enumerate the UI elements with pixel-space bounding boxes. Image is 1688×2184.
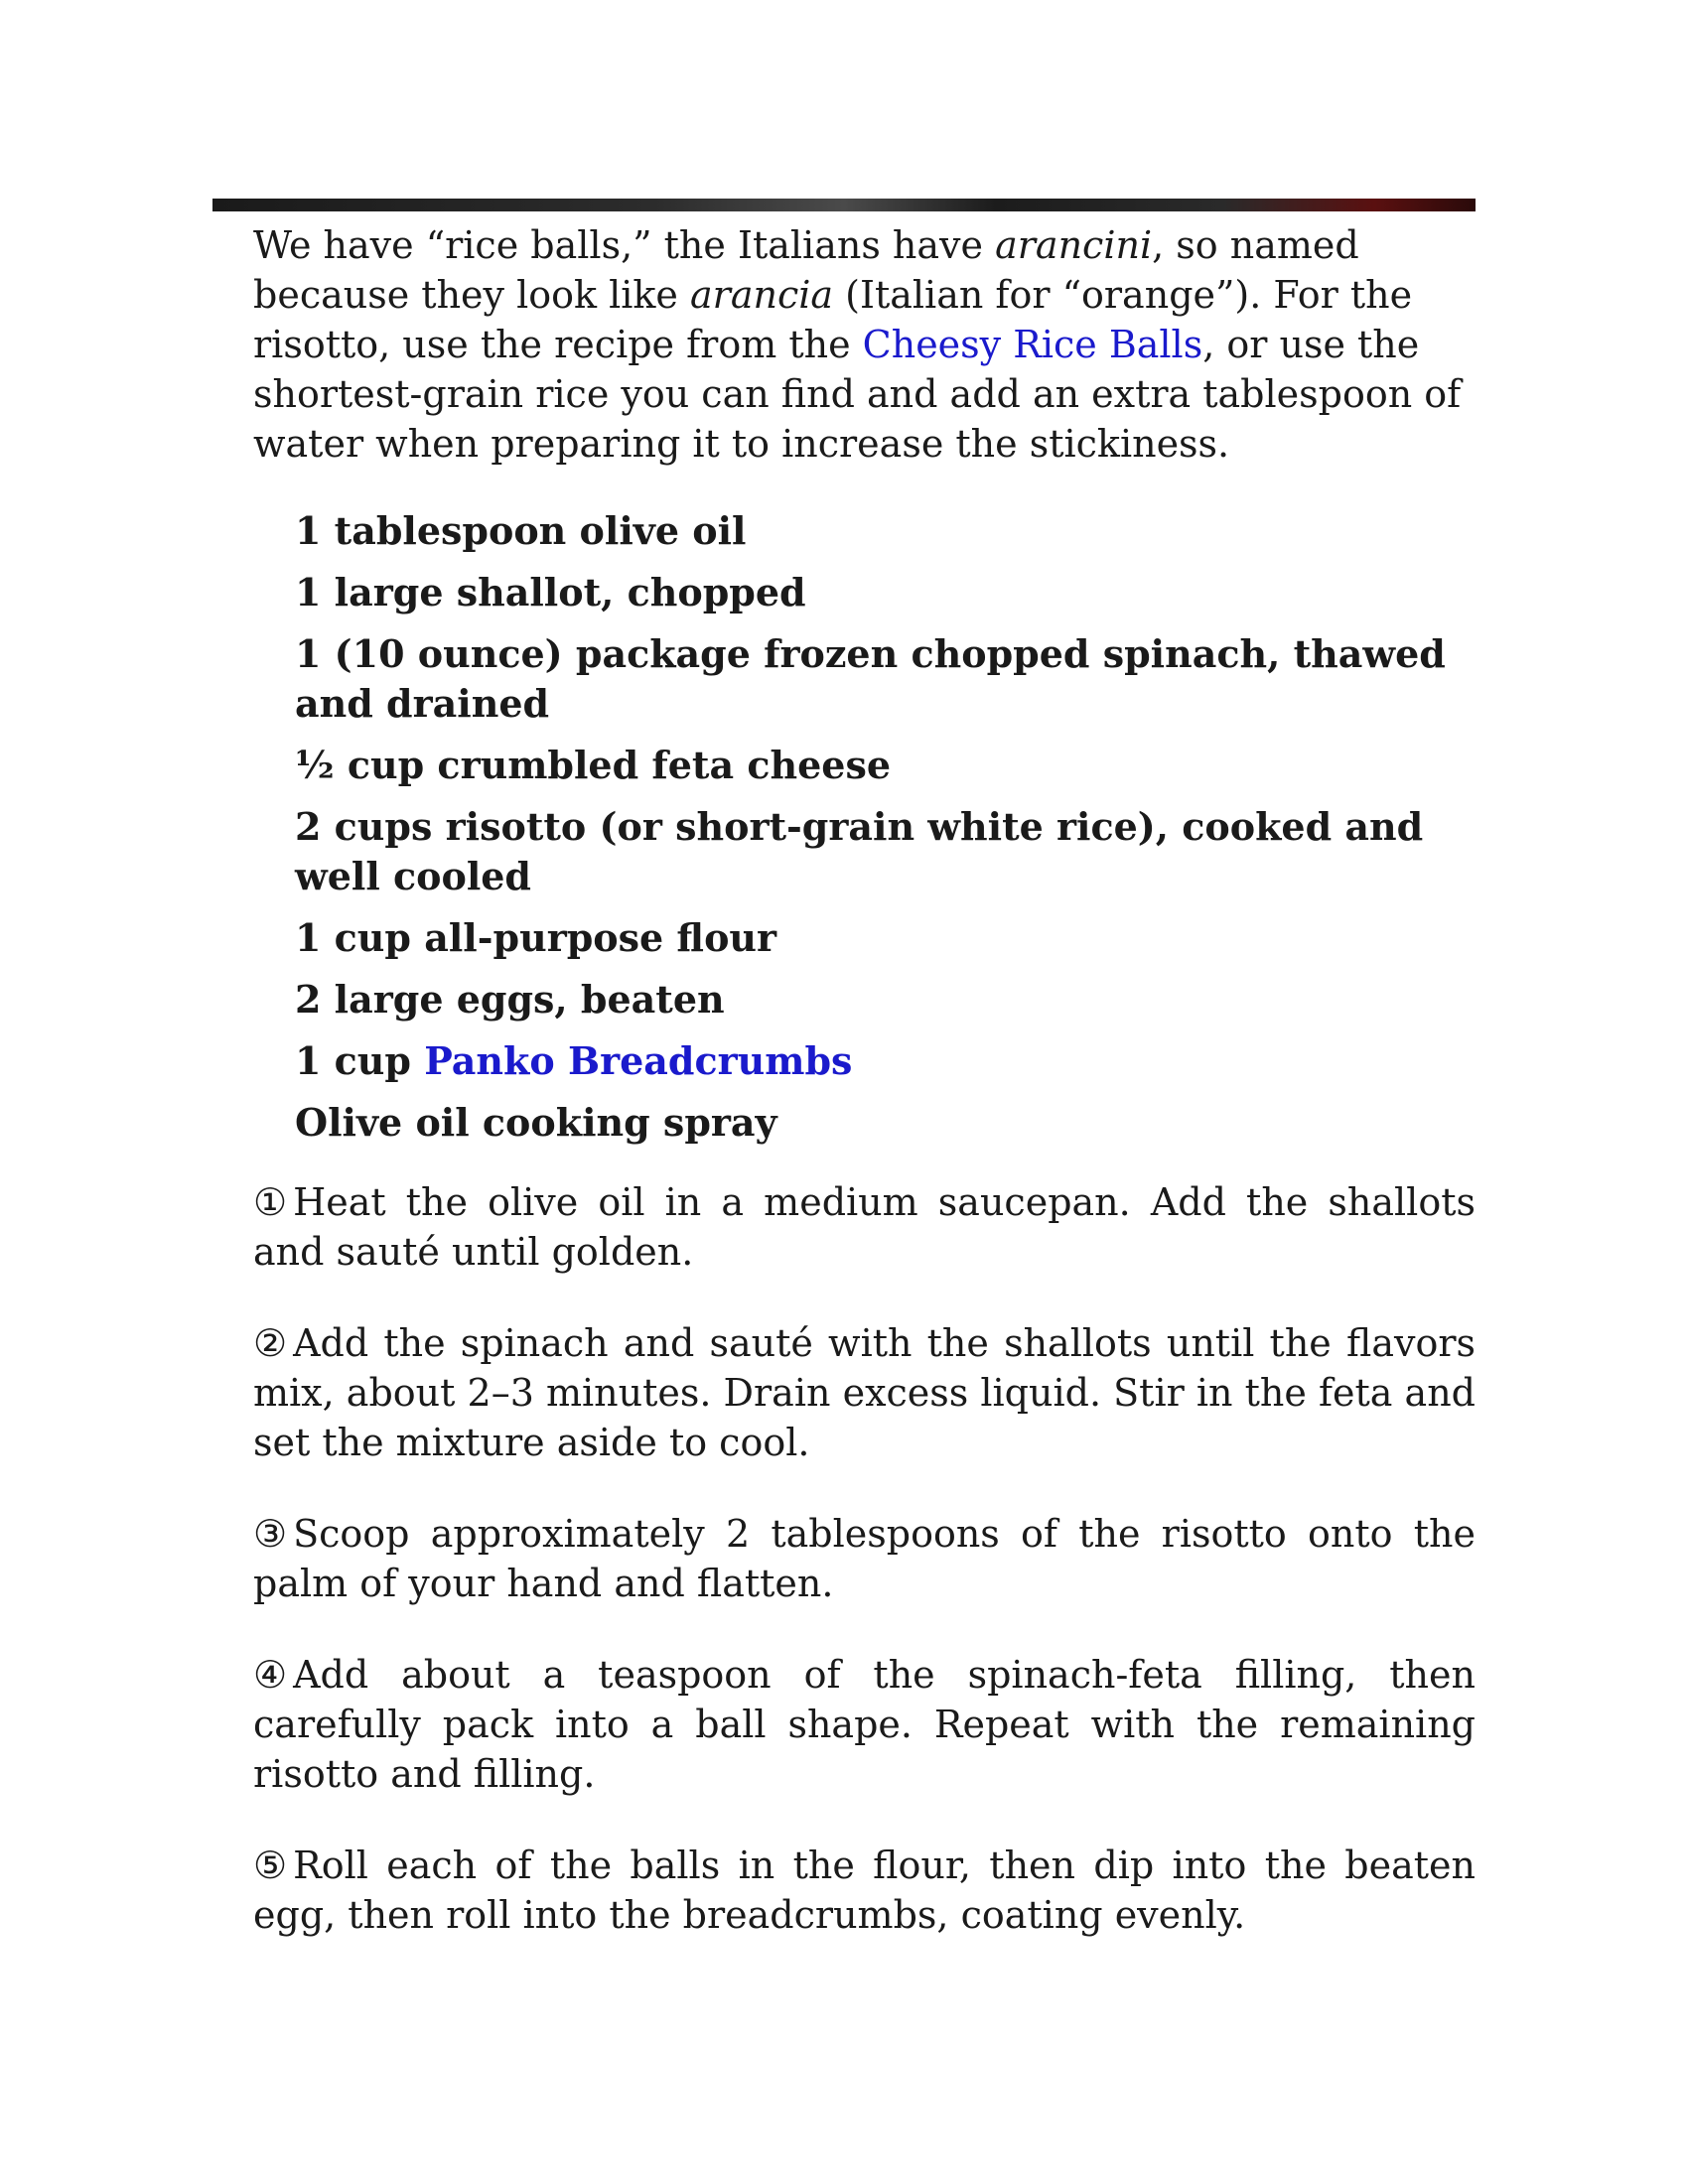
step-text: Scoop approximately 2 tablespoons of the risotto onto the palm of your hand and flatten. (253, 1512, 1476, 1605)
step-number: ④ (253, 1653, 288, 1697)
ingredient-item: 2 large eggs, beaten (295, 977, 725, 1022)
step-text: Add the spinach and sauté with the shallots until the flavors mix, about 2–3 minutes. Drain excess liquid. Stir in the feta and set the mixture aside to cool. (253, 1321, 1476, 1464)
ingredient-item (295, 1036, 1476, 1086)
intro-text: , or use the shortest-grain rice you can find and add an extra tablespoon of water when preparing it to increase the stickiness. (253, 323, 1462, 466)
ingredient-item: ½ cup crumbled feta cheese (295, 743, 892, 787)
ingredient-item: 1 tablespoon olive oil (295, 508, 747, 553)
ingredient-item: Olive oil cooking spray (295, 1100, 777, 1145)
step-item (253, 1177, 1476, 1277)
step-text: Roll each of the balls in the flour, then dip into the beaten egg, then roll into the breadcrumbs, coating evenly. (253, 1843, 1476, 1937)
intro-emphasis-arancini: arancini (995, 223, 1153, 267)
step-item (253, 1318, 1476, 1467)
intro-text: (Italian for “orange”). For the risotto, use the recipe from the (253, 273, 1413, 366)
step-number: ③ (253, 1512, 288, 1556)
intro-paragraph (253, 220, 1476, 469)
ingredient-item: 1 large shallot, chopped (295, 570, 806, 614)
step-item (253, 1841, 1476, 1940)
ingredient-item: 2 cups risotto (or short-grain white rice), cooked and well cooled (295, 804, 1424, 898)
step-number: ⑤ (253, 1843, 288, 1887)
intro-text: We have “rice balls,” the Italians have (253, 223, 996, 267)
step-number: ① (253, 1180, 288, 1224)
cheesy-rice-balls-link[interactable]: Cheesy Rice Balls (862, 323, 1203, 366)
recipe-content (253, 220, 1476, 1981)
intro-emphasis-arancia: arancia (690, 273, 834, 317)
step-item (253, 1509, 1476, 1608)
intro-text: , so named because they look like (253, 223, 1359, 317)
ingredient-text: 1 cup (295, 1038, 425, 1083)
step-text: Add about a teaspoon of the spinach-feta filling, then carefully pack into a ball shape. Repeat with the remaining risotto and filling. (253, 1653, 1476, 1796)
steps-list (253, 1177, 1476, 1940)
step-text: Heat the olive oil in a medium saucepan. Add the shallots and sauté until golden. (253, 1180, 1476, 1274)
ingredient-item: 1 (10 ounce) package frozen chopped spinach, thawed and drained (295, 631, 1446, 726)
panko-breadcrumbs-link[interactable]: Panko Breadcrumbs (424, 1038, 853, 1083)
step-number: ② (253, 1321, 288, 1365)
ingredient-item: 1 cup all-purpose flour (295, 915, 777, 960)
ingredients-list (253, 506, 1476, 1148)
recipe-photo-strip (212, 199, 1476, 211)
step-item (253, 1650, 1476, 1799)
